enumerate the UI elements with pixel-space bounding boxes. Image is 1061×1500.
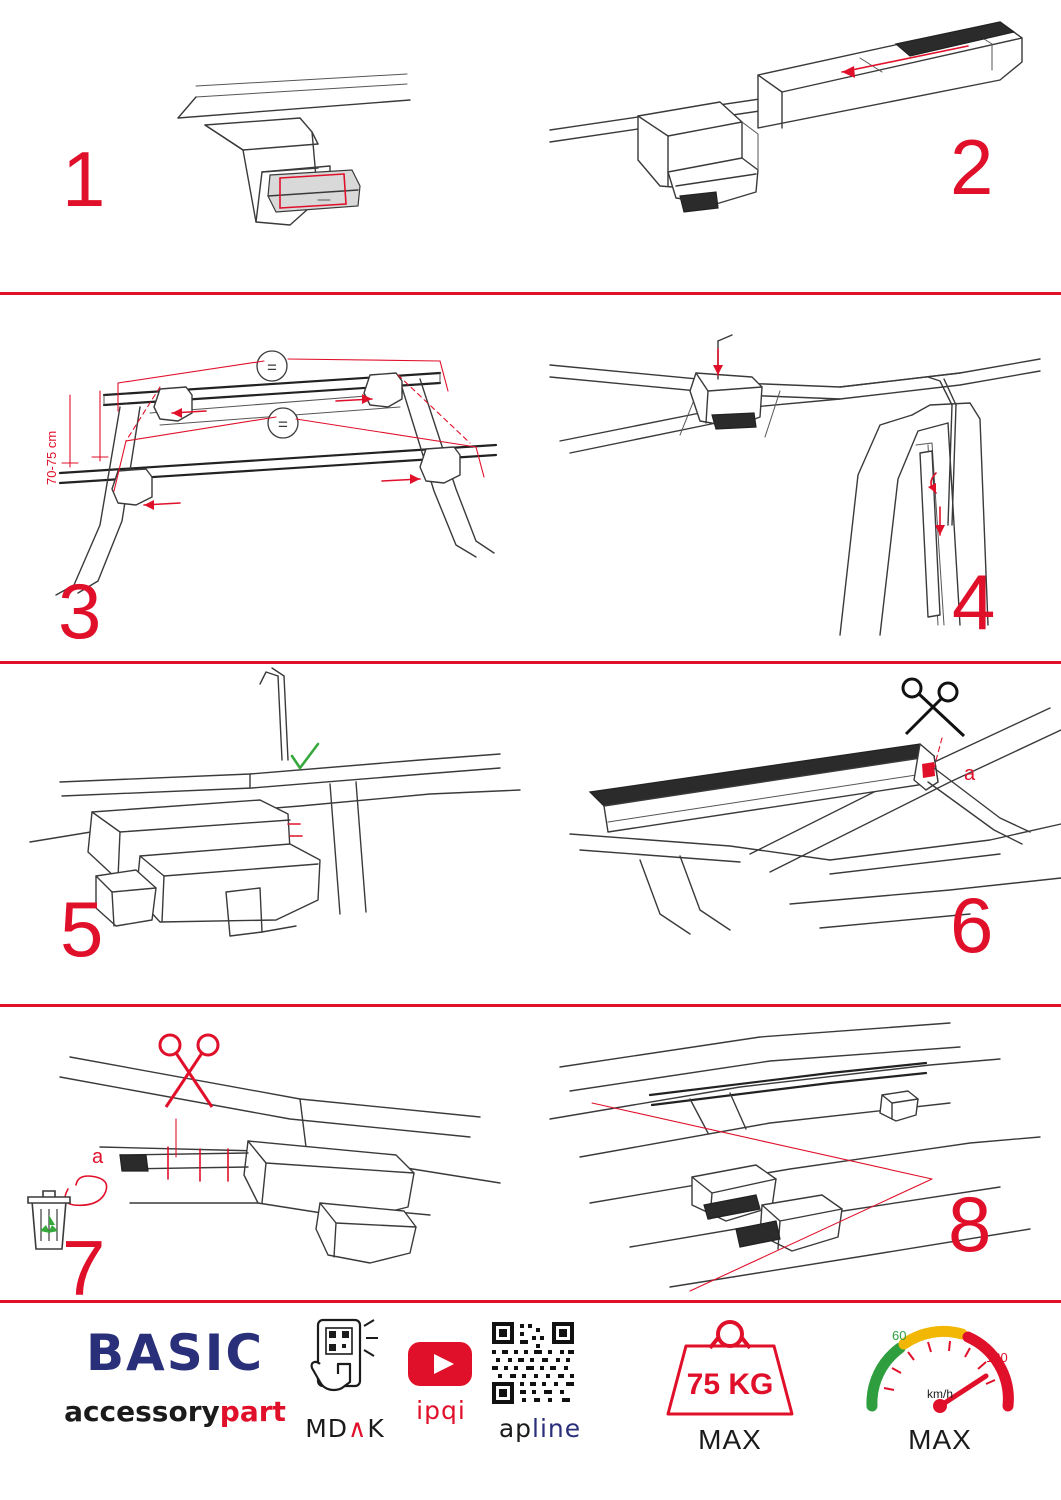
step-2-number: 2 [950,123,994,211]
scissors-icon [903,679,964,736]
step-7-cut-label: a [92,1146,104,1168]
apline-caption-part1: ap [498,1414,533,1443]
step-1-panel [0,0,530,292]
max-load-block [650,1310,810,1456]
mdak-caption-part2: K [367,1414,385,1443]
apline-caption [480,1414,600,1443]
speedometer-icon [850,1310,1030,1420]
step-3-measure-label: 70-75 cm [44,430,59,485]
ipqi-caption [396,1396,486,1425]
max-load-caption: MAX [698,1424,762,1455]
step-7-panel [0,1007,530,1312]
step-6-panel [530,664,1061,1004]
mdak-caption [290,1414,400,1443]
apline-caption-part2: line [532,1414,582,1443]
speed-tick-120: 120 [986,1350,1008,1365]
step-8-panel [530,1007,1061,1300]
max-speed-block [850,1310,1030,1456]
step-4-panel [540,295,1061,661]
mdak-block[interactable] [290,1316,400,1443]
speed-tick-60: 60 [892,1328,907,1343]
max-speed-caption: MAX [908,1424,972,1455]
ipqi-block[interactable] [396,1336,486,1425]
brand-block [60,1324,290,1428]
qr-hand-icon[interactable] [290,1316,400,1406]
step-1-number: 1 [62,135,106,223]
step-5-panel [0,664,530,1004]
step-3-panel [0,295,540,661]
ipqi-caption-text: ipqi [416,1396,466,1425]
step-2-panel [530,0,1061,292]
apline-block[interactable] [480,1318,600,1443]
brand-accessory-text: accessory [64,1395,220,1428]
max-load-value: 75 KG [686,1368,774,1401]
step-6-number: 6 [950,881,994,969]
step-7-number: 7 [62,1224,106,1312]
step-5-number: 5 [60,885,104,973]
step-4-number: 4 [952,558,996,646]
brand-basic: BASIC [85,1324,265,1382]
mdak-caption-accent: ∧ [348,1414,368,1443]
step-3-equal-top: = [267,358,277,377]
weight-icon [650,1310,810,1420]
step-8-number: 8 [948,1180,992,1268]
speed-unit: km/h [926,1387,954,1401]
qr-code-icon[interactable] [480,1318,600,1406]
step-5-check-icon [292,744,318,768]
mdak-caption-part1: MD [305,1414,349,1443]
brand-part-text: part [219,1395,286,1428]
step-3-equal-bottom: = [278,415,288,434]
youtube-icon[interactable] [396,1336,486,1388]
footer [0,1300,1061,1500]
brand-accessorypart [60,1395,290,1428]
step-3-number: 3 [58,567,102,655]
step-6-cut-label: a [964,763,976,785]
